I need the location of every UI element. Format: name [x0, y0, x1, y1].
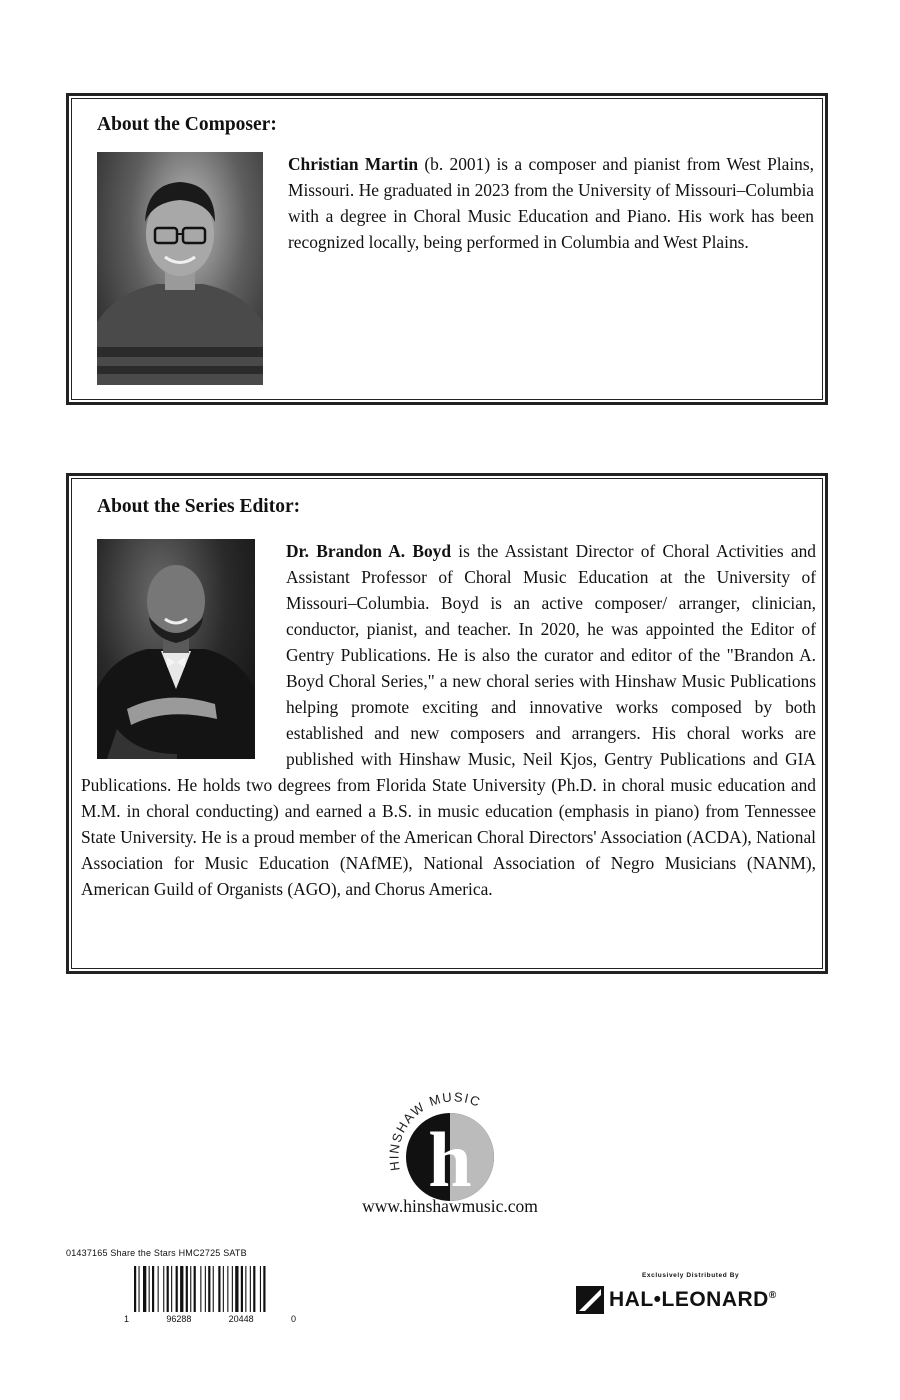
barcode-bar [200, 1266, 201, 1312]
barcode-bar [232, 1266, 233, 1312]
photo-spacer [81, 538, 286, 764]
barcode-bar [260, 1266, 261, 1312]
barcode-bar [134, 1266, 136, 1312]
logo-letter: h [428, 1116, 472, 1202]
barcode-bar [223, 1266, 224, 1312]
editor-section [66, 473, 828, 974]
hal-leonard-mark-icon [575, 1285, 605, 1315]
barcode-bar [171, 1266, 172, 1312]
barcode-digits [124, 1314, 296, 1324]
barcode-digit-group: 96288 [166, 1314, 192, 1324]
barcode-bar [213, 1266, 214, 1312]
registered-mark: ® [768, 1290, 777, 1301]
barcode-digit-group: 20448 [228, 1314, 254, 1324]
barcode-bar [241, 1266, 243, 1312]
barcode-bar [194, 1266, 196, 1312]
editor-bio [81, 538, 816, 902]
barcode-bar [208, 1266, 210, 1312]
composer-heading: About the Composer: [97, 114, 277, 135]
composer-section [66, 93, 828, 405]
barcode-bar [152, 1266, 154, 1312]
editor-heading: About the Series Editor: [97, 496, 301, 517]
editor-bio-text: is the Assistant Director of Choral Activities and Assistant Professor of Choral Music Education at the University of Missouri–Columbia. Boyd is an active composer/ arranger, clinician, conductor, pianist, and teacher. In 2020, he was appointed the Editor of Gentry Publications. He is also the curator and editor of the "Brandon A. Boyd Choral Series," a new choral series with Hinshaw Music Publications helping promote exciting and innovative works composed by both established and new composers and arrangers. His choral works are published with Hinshaw Music, Neil Kjos, Gentry Publications and GIA Publications. He holds two degrees from Florida State University (Ph.D. in choral music education and M.M. in choral conducting) and earned a B.S. in music education (emphasis in piano) from Tennessee State University. He is a proud member of the American Choral Directors' Association (ACDA), National Association for Music Education (NAfME), National Association of Negro Musicians (NANM), American Guild of Organists (AGO), and Chorus America. [81, 541, 816, 899]
composer-name: Christian Martin [288, 154, 419, 174]
barcode-bar [180, 1266, 183, 1312]
barcode-digit-group: 1 [124, 1314, 130, 1324]
barcode-bar [143, 1266, 146, 1312]
barcode-bar [205, 1266, 206, 1312]
hal-leonard-wordmark: HAL•LEONARD [609, 1288, 769, 1311]
barcode-bar [263, 1266, 265, 1312]
barcode-bar [176, 1266, 178, 1312]
barcode-bar [218, 1266, 220, 1312]
barcode-bar [245, 1266, 246, 1312]
hinshaw-music-logo [378, 1082, 528, 1202]
barcode-bar [139, 1266, 140, 1312]
editor-name: Dr. Brandon A. Boyd [286, 541, 452, 561]
logo-arc-text: HINSHAW MUSIC [386, 1089, 484, 1172]
barcode-bar [227, 1266, 228, 1312]
product-code-line: 01437165 Share the Stars HMC2725 SATB [66, 1248, 247, 1258]
barcode-bar [190, 1266, 191, 1312]
barcode-bar [167, 1266, 169, 1312]
composer-bio [288, 151, 814, 255]
website-url: www.hinshawmusic.com [362, 1196, 538, 1216]
barcode-digit-group: 0 [290, 1314, 296, 1324]
barcode-bar [250, 1266, 251, 1312]
barcode-bar [186, 1266, 188, 1312]
hal-leonard-logo [575, 1284, 837, 1316]
distributor-note: Exclusively Distributed By [642, 1272, 740, 1279]
composer-bio-text: (b. 2001) is a composer and pianist from West Plains, Missouri. He graduated in 2023 from the University of Missouri–Columbia with a degree in Choral Music Education and Piano. His work has been recognized locally, being performed in Columbia and West Plains. [288, 154, 814, 252]
barcode-bar [253, 1266, 255, 1312]
barcode-bar [163, 1266, 164, 1312]
composer-photo [97, 152, 263, 385]
barcode-bar [149, 1266, 150, 1312]
barcode-bar [235, 1266, 238, 1312]
barcode-bar [158, 1266, 159, 1312]
